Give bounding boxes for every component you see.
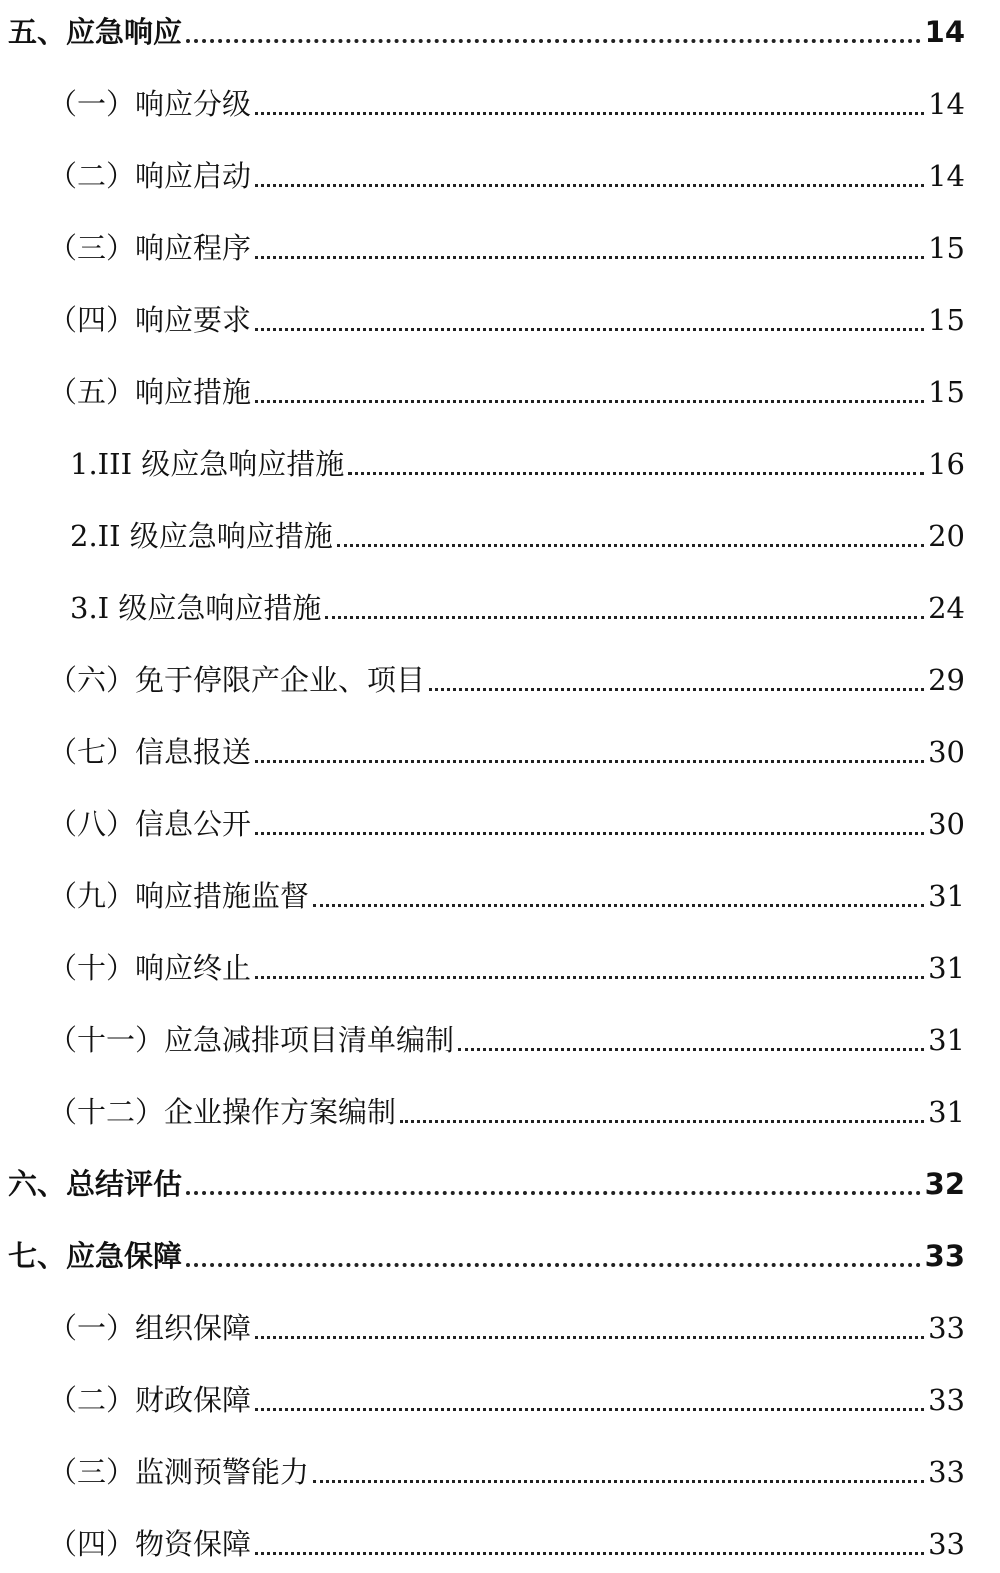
toc-page-number: 32 xyxy=(924,1167,965,1201)
toc-entry[interactable] xyxy=(0,1016,965,1060)
toc-entry-title: （十一）应急减排项目清单编制 xyxy=(48,1023,455,1057)
toc-entry[interactable] xyxy=(0,224,965,268)
toc-entry-title: （十）响应终止 xyxy=(48,951,252,985)
toc-page-number: 15 xyxy=(928,375,965,409)
toc-page-number: 33 xyxy=(928,1311,965,1345)
toc-entry[interactable] xyxy=(0,944,965,988)
toc-dot-leader xyxy=(429,688,924,691)
toc-dot-leader xyxy=(255,832,924,835)
toc-entry-title: （二）响应启动 xyxy=(48,159,252,193)
toc-dot-leader xyxy=(255,1336,924,1339)
toc-entry[interactable] xyxy=(0,512,965,556)
toc-entry-title: 五、应急响应 xyxy=(8,15,183,49)
toc-dot-leader xyxy=(186,1263,921,1267)
toc-dot-leader xyxy=(458,1048,924,1051)
toc-page-number: 15 xyxy=(928,303,965,337)
toc-page-number: 33 xyxy=(928,1455,965,1489)
toc-entry-title: （五）响应措施 xyxy=(48,375,252,409)
toc-dot-leader xyxy=(255,184,924,187)
toc-entry-title: 2.II 级应急响应措施 xyxy=(70,519,333,553)
toc-entry-title: 3.I 级应急响应措施 xyxy=(70,591,322,625)
toc-page-number: 30 xyxy=(928,735,965,769)
toc-page-number: 14 xyxy=(924,15,965,49)
toc-page-number: 31 xyxy=(928,1023,965,1057)
toc-entry-title: （三）响应程序 xyxy=(48,231,252,265)
toc-dot-leader xyxy=(255,112,924,115)
toc-entry[interactable] xyxy=(0,656,965,700)
toc-page-number: 16 xyxy=(928,447,965,481)
toc-entry[interactable] xyxy=(0,800,965,844)
toc-entry[interactable] xyxy=(0,1376,965,1420)
toc-entry[interactable] xyxy=(0,1448,965,1492)
toc-dot-leader xyxy=(313,904,924,907)
toc-entry[interactable] xyxy=(0,728,965,772)
toc-dot-leader xyxy=(337,544,924,547)
toc-page-number: 14 xyxy=(928,159,965,193)
toc-page-number: 15 xyxy=(928,231,965,265)
toc-page-number: 31 xyxy=(928,951,965,985)
toc-entry-title: （八）信息公开 xyxy=(48,807,252,841)
toc-dot-leader xyxy=(255,328,924,331)
toc-dot-leader xyxy=(186,39,921,43)
toc-entry-title: （四）响应要求 xyxy=(48,303,252,337)
toc-page-number: 29 xyxy=(928,663,965,697)
toc-entry-title: （七）信息报送 xyxy=(48,735,252,769)
toc-entry[interactable] xyxy=(0,872,965,916)
toc-entry[interactable] xyxy=(0,368,965,412)
toc-entry-title: （六）免于停限产企业、项目 xyxy=(48,663,426,697)
toc-entry-title: 1.III 级应急响应措施 xyxy=(70,447,345,481)
toc-dot-leader xyxy=(255,256,924,259)
toc-entry[interactable] xyxy=(0,1088,965,1132)
toc-page-number: 24 xyxy=(928,591,965,625)
toc-entry[interactable] xyxy=(0,1520,965,1564)
toc-dot-leader xyxy=(255,400,924,403)
toc-page-number: 20 xyxy=(928,519,965,553)
toc-dot-leader xyxy=(255,976,924,979)
toc-entry-title: （九）响应措施监督 xyxy=(48,879,310,913)
toc-entry-title: （三）监测预警能力 xyxy=(48,1455,310,1489)
toc-page-number: 30 xyxy=(928,807,965,841)
toc-page-number: 14 xyxy=(928,87,965,121)
toc-entry-title: 六、总结评估 xyxy=(8,1167,183,1201)
toc-dot-leader xyxy=(313,1480,924,1483)
toc-entry[interactable] xyxy=(0,8,965,52)
toc-page-number: 33 xyxy=(928,1527,965,1561)
toc-entry-title: （一）组织保障 xyxy=(48,1311,252,1345)
toc-dot-leader xyxy=(400,1120,924,1123)
toc-entry[interactable] xyxy=(0,1304,965,1348)
toc-entry[interactable] xyxy=(0,440,965,484)
toc-dot-leader xyxy=(255,760,924,763)
toc-entry-title: （一）响应分级 xyxy=(48,87,252,121)
toc-entry-title: （四）物资保障 xyxy=(48,1527,252,1561)
toc-entry-title: （十二）企业操作方案编制 xyxy=(48,1095,397,1129)
toc-page-number: 31 xyxy=(928,1095,965,1129)
toc-page-number: 33 xyxy=(928,1383,965,1417)
toc-entry[interactable] xyxy=(0,584,965,628)
toc-dot-leader xyxy=(325,616,924,619)
toc-entry-title: （二）财政保障 xyxy=(48,1383,252,1417)
toc-entry-title: 七、应急保障 xyxy=(8,1239,183,1273)
toc-entry[interactable] xyxy=(0,152,965,196)
toc-dot-leader xyxy=(348,472,924,475)
toc-page-number: 31 xyxy=(928,879,965,913)
toc-dot-leader xyxy=(255,1552,924,1555)
toc-dot-leader xyxy=(255,1408,924,1411)
toc-dot-leader xyxy=(186,1191,921,1195)
toc-entry[interactable] xyxy=(0,1160,965,1204)
toc-entry[interactable] xyxy=(0,296,965,340)
toc-entry[interactable] xyxy=(0,80,965,124)
toc-page-number: 33 xyxy=(924,1239,965,1273)
toc-entry[interactable] xyxy=(0,1232,965,1276)
